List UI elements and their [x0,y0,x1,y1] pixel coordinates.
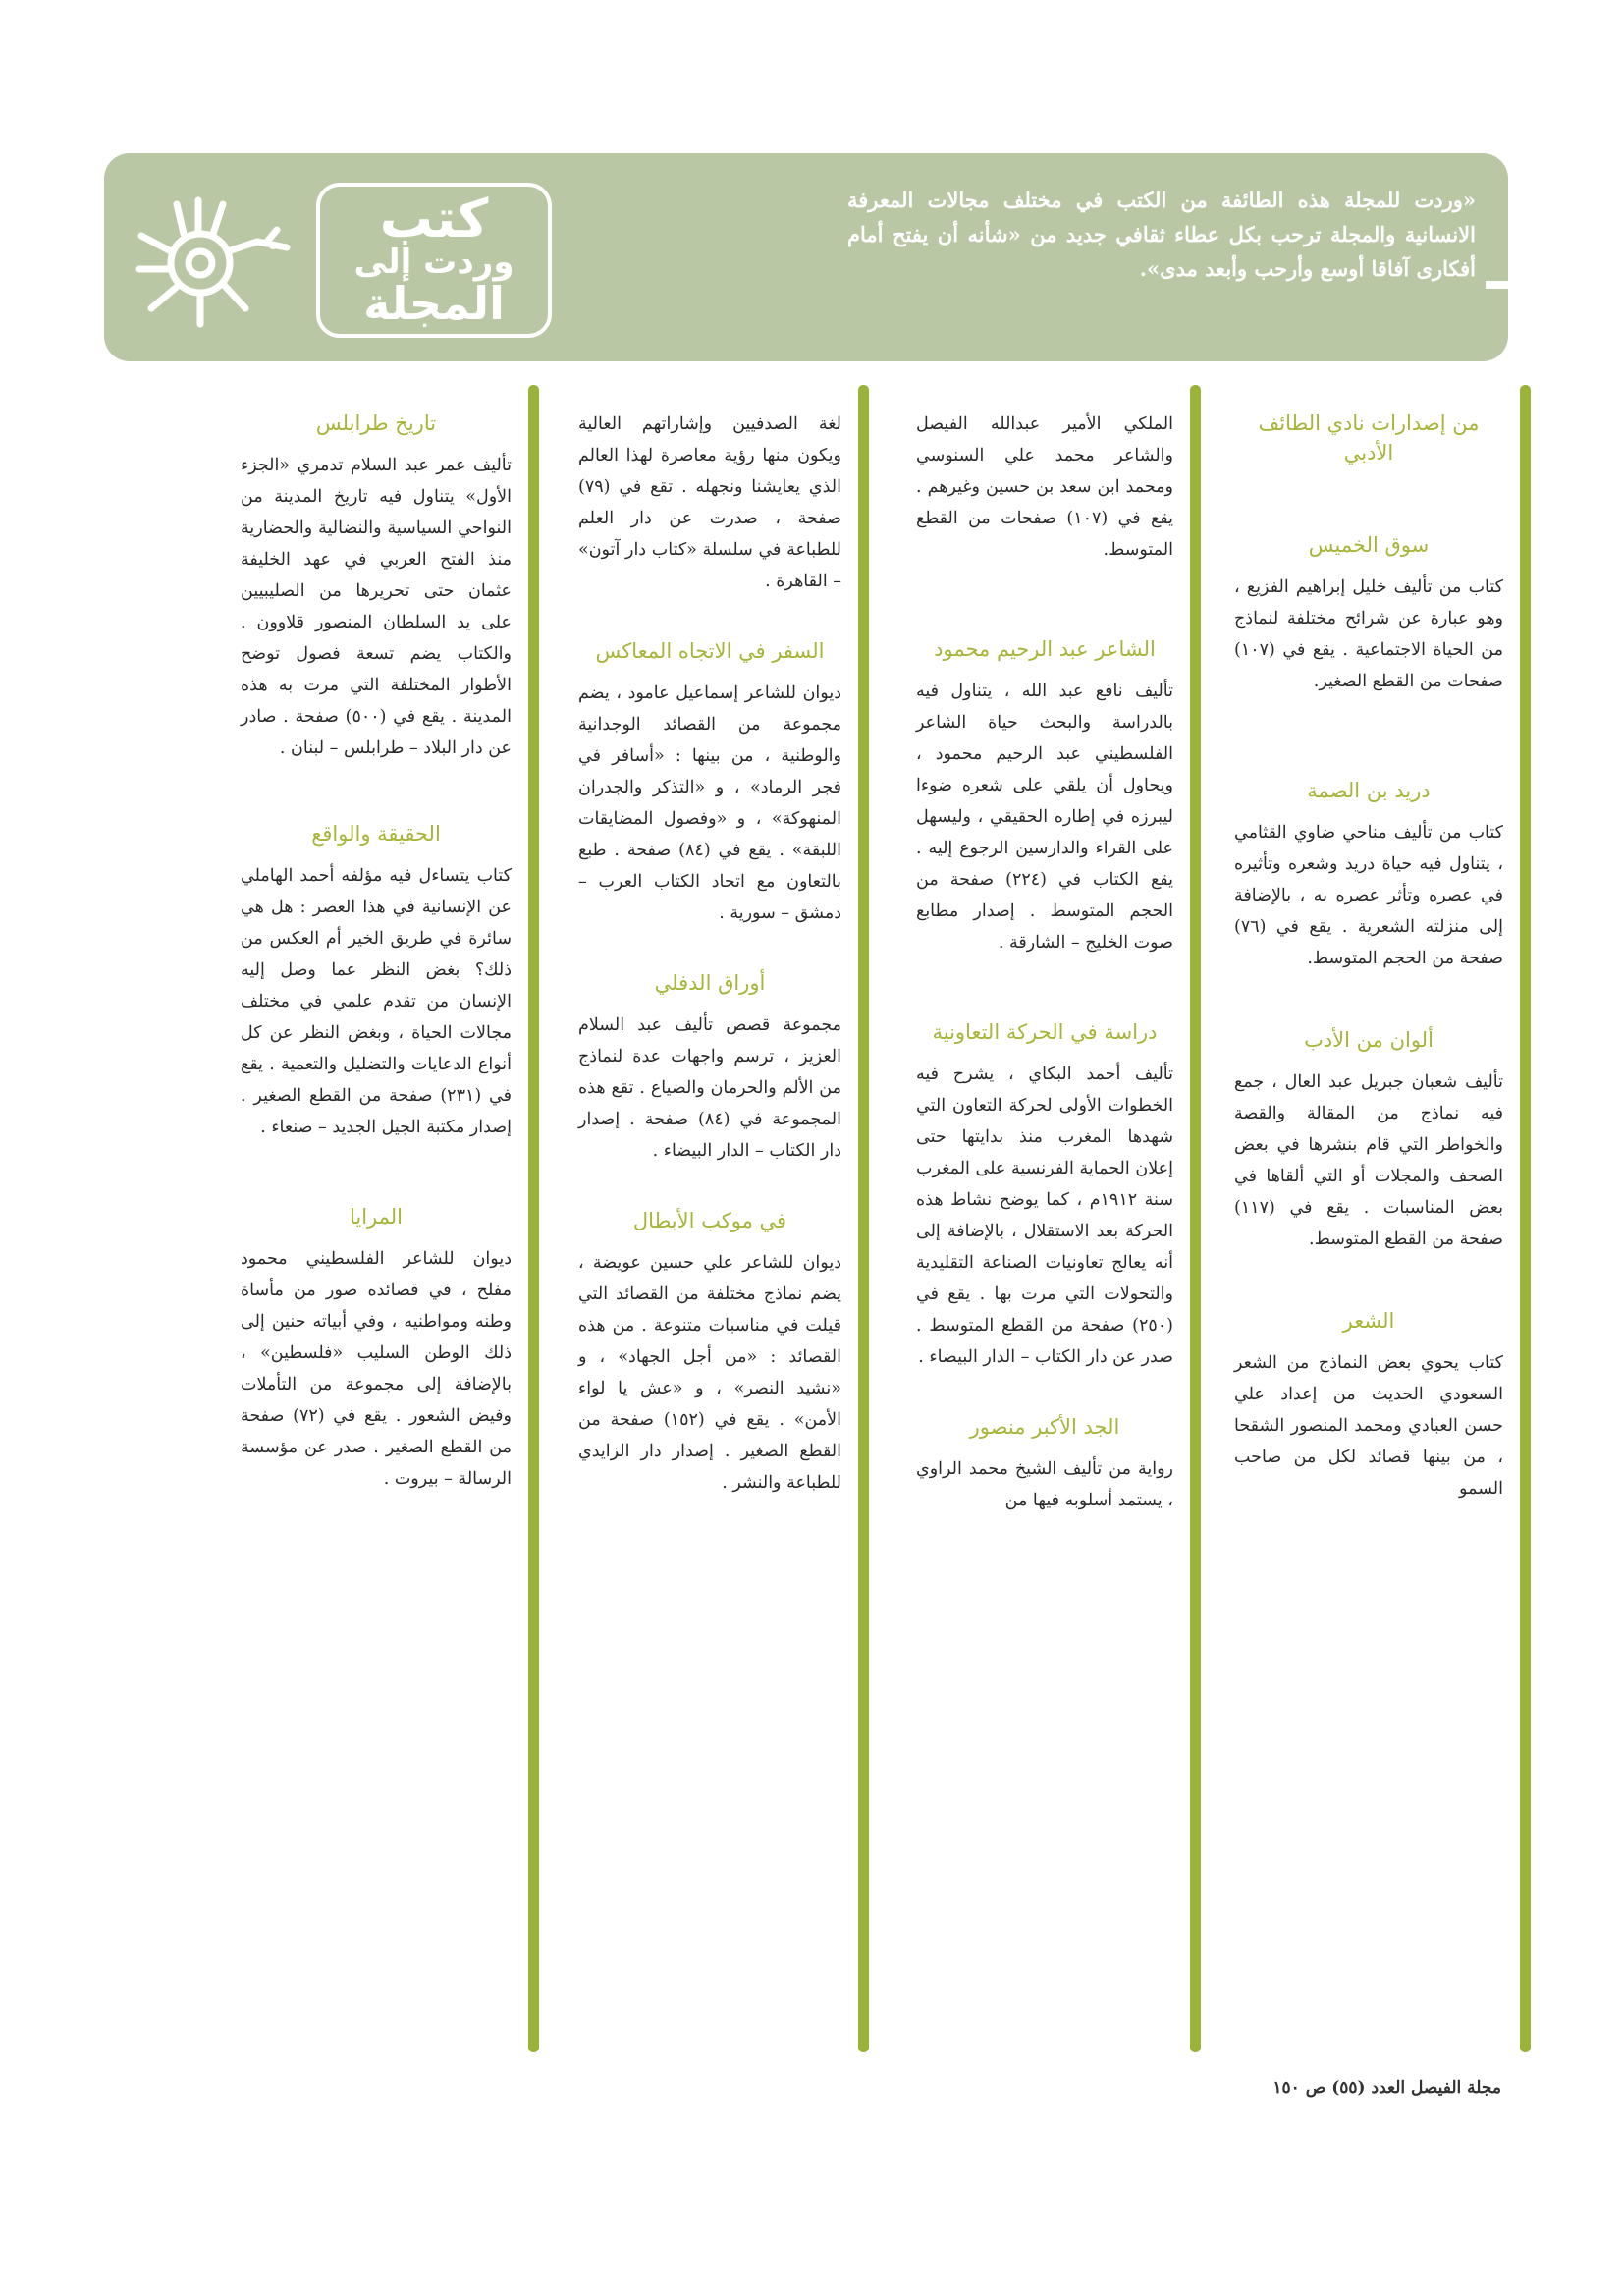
section-text: ديوان للشاعر علي حسين عويضة ، يضم نماذج مختلفة من القصائد التي قيلت في مناسبات متنوعة . من هذه القصائد : «من أجل الجهاد» ، و «نشيد النصر» ، و «عش يا لواء الأمن» . يقع في (١٥٢) صفحة من القطع الصغير . إصدار دار الزايدي للطباعة والنشر . [578,1253,841,1493]
section-text: ديوان للشاعر الفلسطيني محمود مفلح ، في قصائده صور من مأساة وطنه ومواطنيه ، وفي أبياته حنين إلى ذلك الوطن السليب «فلسطين» ، بالإضافة إلى مجموعة من التأملات وفيض الشعور . يقع في (٧٢) صفحة من القطع الصغير . صدر عن مؤسسة الرسالة – بيروت . [241,1249,512,1489]
section-title: ألوان من الأدب [1304,1028,1434,1052]
section-text: كتاب يتساءل فيه مؤلفه أحمد الهاملي عن الإنسانية في هذا العصر : هل هي سائرة في طريق الخير أم العكس من ذلك؟ بغض النظر عما وصل إليه الإنسان من تقدم علمي في مختلف مجالات الحياة ، وبغض النظر عن كل أنواع الدعايات والتضليل والتعمية . يقع في (٢٣١) صفحة من القطع الصغير . إصدار مكتبة الجيل الجديد – صنعاء . [241,866,512,1137]
section-alwan-adab [1234,1025,1503,1255]
column-3 [578,385,869,2052]
section-title: سوق الخميس [1308,533,1430,557]
section-text: كتاب من تأليف مناحي ضاوي القثامي ، يتناول فيه حياة دريد وشعره وتأثيره في عصره وتأثر عصره به ، بالإضافة إلى منزلته الشعرية . يقع في (٧٦) صفحة من الحجم المتوسط. [1234,823,1503,968]
page-footer: مجلة الفيصل العدد (٥٥) ص ١٥٠ [1272,2078,1501,2098]
section-title: أوراق الدفلي [654,971,766,995]
section-text: رواية من تأليف الشيخ محمد الراوي ، يستمد أسلوبه فيها من [916,1459,1173,1510]
section-title: المرايا [349,1205,404,1229]
section-continued [916,409,1173,566]
section-cooperative [916,1017,1173,1373]
section-title: الشاعر عبد الرحيم محمود [934,637,1156,661]
banner-intro: «وردت للمجلة هذه الطائفة من الكتب في مختلف مجالات المعرفة الانسانية والمجلة ترحب بكل عطاء ثقافي جديد من «شأنه أن يفتح أمام أفكارى آفاقا أوسع وأرحب وأبعد مدى». [847,188,1476,281]
column-1 [1234,385,1531,2052]
section-title: دريد بن الصمة [1307,779,1431,802]
section-taif-publications [1234,409,1503,467]
title-line-1: كتب [379,188,489,249]
section-text: لغة الصدفيين وإشاراتهم العالية ويكون منها رؤية معاصرة لهذا العالم الذي يعايشنا ونجهله . تقع في (٧٩) صفحة ، صدرت عن دار العلم للطباعة في سلسلة «كتاب دار آتون» – القاهرة . [578,414,841,591]
title-line-2: وردت إلى [353,243,514,282]
section-title: الشعر [1342,1309,1395,1333]
column-4 [241,385,539,2052]
column-2 [916,385,1201,2052]
section-text: تأليف أحمد البكاي ، يشرح فيه الخطوات الأولى لحركة التعاون التي شهدها المغرب منذ بدايتها حتى إعلان الحماية الفرنسية على المغرب سنة ١٩١٢م ، كما يوضح نشاط هذه الحركة بعد الاستقلال ، بالإضافة إلى أنه يعالج تعاونيات الصناعة التقليدية والتحولات التي مرت بها . يقع في (٢٥٠) صفحة من القطع المتوسط . صدر عن دار الكتاب – الدار البيضاء . [916,1065,1173,1367]
section-text: تأليف شعبان جبريل عبد العال ، جمع فيه نماذج من المقالة والقصة والخواطر التي قام بنشرها في بعض الصحف والمجلات أو التي ألقاها في بعض المناسبات . يقع في (١١٧) صفحة من القطع المتوسط. [1234,1072,1503,1249]
section-tripoli-history [241,409,512,764]
banner-mark [1486,281,1519,289]
section-poetry [1234,1306,1503,1504]
section-duraid [1234,776,1503,974]
section-reverse-travel [578,636,841,929]
bird-logo-icon [130,192,297,330]
section-title: الجد الأكبر منصور [969,1415,1120,1439]
section-text: مجموعة قصص تأليف عبد السلام العزيز ، ترسم واجهات عدة لنماذج من الألم والحرمان والضياع . تقع هذه المجموعة في (٨٤) صفحة . إصدار دار الكتاب – الدار البيضاء . [578,1015,841,1161]
section-continued [578,409,841,597]
section-text: تأليف نافع عبد الله ، يتناول فيه بالدراسة والبحث حياة الشاعر الفلسطيني عبد الرحيم محمود ، ويحاول أن يلقي على شعره ضوءا ليبرزه في إطاره الحقيقي ، وليسهل على القراء والدارسين الرجوع إليه . يقع الكتاب في (٢٢٤) صفحة من الحجم المتوسط . إصدار مطابع صوت الخليج – الشارقة . [916,682,1174,953]
section-text: تأليف عمر عبد السلام تدمري «الجزء الأول» يتناول فيه تاريخ المدينة من النواحي السياسية والنضالية والحضارية منذ الفتح العربي في عهد الخليفة عثمان حتى تحريرها من الصليبيين على يد السلطان المنصور قلاوون . والكتاب يضم تسعة فصول توضح الأطوار المختلفة التي مرت به هذه المدينة . يقع في (٥٠٠) صفحة . صادر عن دار البلاد – طرابلس – لبنان . [241,456,512,758]
section-poet-abdulrahim [916,634,1173,958]
title-line-3: المجلة [363,277,505,330]
section-text: ديوان للشاعر إسماعيل عامود ، يضم مجموعة من القصائد الوجدانية والوطنية ، من بينها : «أسافر في فجر الرماد» ، و «التذكر والجدران المنهوكة» ، و «وفصول المضايقات اللبقة» . يقع في (٨٤) صفحة . طبع بالتعاون مع اتحاد الكتاب العرب – دمشق – سورية . [578,683,841,923]
column-4-rule [528,385,539,2052]
column-1-rule [1520,385,1531,2052]
section-title: في موكب الأبطال [632,1209,787,1232]
section-title: الحقيقة والواقع [311,822,441,846]
column-3-rule [858,385,869,2052]
section-truth-reality [241,819,512,1143]
section-title: دراسة في الحركة التعاونية [932,1020,1158,1044]
section-oleander [578,968,841,1167]
section-text: كتاب من تأليف خليل إبراهيم الفزيع ، وهو عبارة عن شرائح مختلفة لنماذج من الحياة الاجتماعية . يقع في (١٠٧) صفحات من القطع الصغير. [1234,577,1503,691]
section-heroes [578,1206,841,1499]
section-text: الملكي الأمير عبدالله الفيصل والشاعر محمد علي السنوسي ومحمد ابن سعد بن حسين وغيرهم . يقع في (١٠٧) صفحات من القطع المتوسط. [916,414,1173,560]
section-title-box [316,183,552,338]
section-title: من إصدارات نادي الطائف الأدبي [1258,411,1480,465]
section-mirrors [241,1202,512,1495]
column-2-rule [1190,385,1201,2052]
section-grandfather [916,1412,1173,1516]
section-text: كتاب يحوي بعض النماذج من الشعر السعودي الحديث من إعداد علي حسن العبادي ومحمد المنصور الشقحا ، من بينها قصائد لكل من صاحب السمو [1234,1353,1503,1499]
section-title: تاريخ طرابلس [315,411,437,435]
section-souq-khamis [1234,530,1503,697]
section-title: السفر في الاتجاه المعاكس [595,639,825,663]
